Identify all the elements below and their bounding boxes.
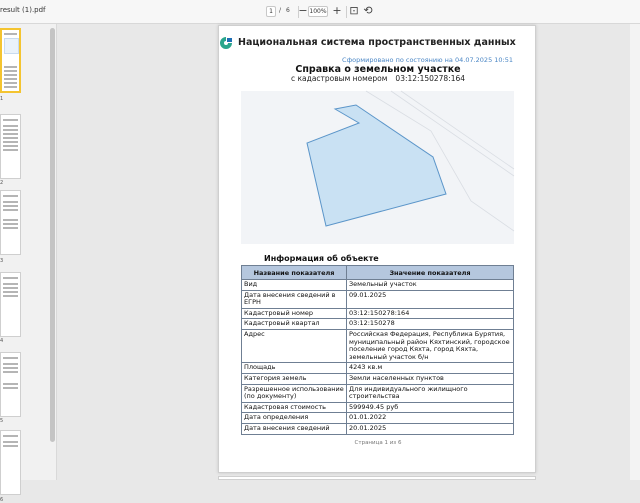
thumbnail-line bbox=[3, 145, 18, 147]
cadastral-prefix: с кадастровым номером bbox=[291, 74, 388, 83]
document-title: Справка о земельном участке bbox=[295, 64, 461, 75]
thumbnail-line bbox=[3, 141, 18, 143]
page-thumbnail-2[interactable] bbox=[0, 114, 21, 179]
thumbnail-line bbox=[3, 441, 18, 443]
thumbnail-line bbox=[4, 82, 17, 84]
sidebar-scrollbar[interactable] bbox=[50, 28, 55, 442]
table-row bbox=[242, 363, 514, 374]
thumbnail-line bbox=[3, 357, 18, 359]
thumbnail-line bbox=[3, 295, 18, 297]
thumbnail-line bbox=[3, 195, 18, 197]
thumbnail-line bbox=[4, 70, 17, 72]
row-key: Адрес bbox=[242, 329, 347, 362]
file-title: result (1).pdf bbox=[0, 6, 46, 14]
thumbnail-line bbox=[3, 227, 18, 229]
page-total: 6 bbox=[286, 7, 290, 14]
row-key: Дата определения bbox=[242, 413, 347, 424]
thumbnail-line bbox=[3, 137, 18, 139]
thumbnail-line bbox=[3, 125, 18, 127]
table-row bbox=[242, 373, 514, 384]
page-thumbnail-6[interactable] bbox=[0, 430, 21, 495]
table-row bbox=[242, 308, 514, 319]
thumbnail-number: 6 bbox=[0, 497, 4, 503]
row-value: 09.01.2025 bbox=[347, 290, 514, 308]
thumbnail-line bbox=[3, 367, 18, 369]
thumbnail-number: 5 bbox=[0, 418, 4, 424]
pdf-page bbox=[218, 25, 536, 473]
zoom-level-input[interactable]: 100% bbox=[309, 8, 327, 15]
column-header-name: Название показателя bbox=[242, 266, 347, 280]
row-key: Кадастровая стоимость bbox=[242, 402, 347, 413]
info-heading: Информация об объекте bbox=[264, 254, 379, 263]
table-row bbox=[242, 402, 514, 413]
row-value: 599949.45 руб bbox=[347, 402, 514, 413]
row-key: Дата внесения сведений в ЕГРН bbox=[242, 290, 347, 308]
page-separator: / bbox=[279, 7, 282, 14]
page-thumbnail-3[interactable] bbox=[0, 190, 21, 255]
fit-page-icon[interactable]: ⊡ bbox=[349, 4, 359, 17]
zoom-out-button[interactable]: − bbox=[298, 4, 308, 17]
thumbnail-number: 1 bbox=[0, 96, 4, 102]
thumbnail-line bbox=[3, 209, 18, 211]
page-thumbnail-5[interactable] bbox=[0, 352, 21, 417]
rotate-icon[interactable]: ⟲ bbox=[363, 4, 373, 17]
page-number-input[interactable]: 1 bbox=[266, 6, 276, 17]
thumbnail-sidebar bbox=[0, 24, 57, 503]
table-row bbox=[242, 384, 514, 402]
thumbnail-line bbox=[4, 78, 17, 80]
table-row bbox=[242, 319, 514, 330]
thumbnail-line bbox=[3, 133, 18, 135]
table-header-row bbox=[242, 266, 514, 280]
row-key: Кадастровый квартал bbox=[242, 319, 347, 330]
thumbnail-line bbox=[3, 287, 18, 289]
table-row bbox=[242, 423, 514, 434]
thumbnail-line bbox=[3, 119, 18, 121]
cadastral-line bbox=[291, 74, 465, 83]
zoom-in-button[interactable]: + bbox=[332, 4, 342, 17]
thumbnail-line bbox=[3, 371, 18, 373]
row-value: Для индивидуального жилищного строительства bbox=[347, 384, 514, 402]
row-key: Категория земель bbox=[242, 373, 347, 384]
thumbnail-line bbox=[3, 129, 18, 131]
row-key: Разрешенное использование (по документу) bbox=[242, 384, 347, 402]
parcel-polygon bbox=[307, 105, 446, 226]
thumbnail-line bbox=[3, 201, 18, 203]
main-scrollbar[interactable] bbox=[630, 24, 640, 480]
row-value: 03:12:150278:164 bbox=[347, 308, 514, 319]
thumbnail-line bbox=[3, 387, 18, 389]
row-value: Российская Федерация, Республика Бурятия, муниципальный район Кяхтинский, городское поселение город Кяхта, город Кяхта, земельный участок б/н bbox=[347, 329, 514, 362]
thumbnail-line bbox=[3, 291, 18, 293]
parcel-map-graphic bbox=[241, 91, 514, 244]
toolbar bbox=[0, 0, 640, 24]
thumbnail-line bbox=[3, 445, 18, 447]
org-title: Национальная система пространственных данных bbox=[238, 37, 516, 48]
thumbnail-line bbox=[3, 205, 18, 207]
thumbnail-line bbox=[4, 33, 17, 35]
thumbnail-line bbox=[3, 363, 18, 365]
page-thumbnail-4[interactable] bbox=[0, 272, 21, 337]
column-header-value: Значение показателя bbox=[347, 266, 514, 280]
nspd-logo-icon bbox=[219, 36, 233, 50]
page-thumbnail-1[interactable] bbox=[0, 28, 21, 93]
table-row bbox=[242, 290, 514, 308]
thumbnail-line bbox=[3, 223, 18, 225]
next-page-edge bbox=[218, 476, 536, 480]
row-value: 4243 кв.м bbox=[347, 363, 514, 374]
row-value: Земельный участок bbox=[347, 280, 514, 291]
object-info-table bbox=[241, 265, 514, 435]
thumbnail-number: 2 bbox=[0, 180, 4, 186]
row-key: Кадастровый номер bbox=[242, 308, 347, 319]
table-row bbox=[242, 413, 514, 424]
thumbnail-line bbox=[3, 149, 18, 151]
row-value: 20.01.2025 bbox=[347, 423, 514, 434]
row-key: Площадь bbox=[242, 363, 347, 374]
thumbnail-line bbox=[3, 219, 18, 221]
table-row bbox=[242, 329, 514, 362]
row-key: Дата внесения сведений bbox=[242, 423, 347, 434]
thumbnail-line bbox=[3, 277, 18, 279]
row-value: 01.01.2022 bbox=[347, 413, 514, 424]
page-footer: Страница 1 из 6 bbox=[354, 440, 402, 446]
thumbnail-map bbox=[4, 38, 19, 54]
thumbnail-line bbox=[3, 383, 18, 385]
thumbnail-line bbox=[3, 283, 18, 285]
thumbnail-line bbox=[4, 66, 17, 68]
thumbnail-line bbox=[3, 435, 18, 437]
cadastral-number: 03:12:150278:164 bbox=[395, 74, 466, 83]
row-key: Вид bbox=[242, 280, 347, 291]
thumbnail-line bbox=[4, 86, 17, 88]
row-value: Земли населенных пунктов bbox=[347, 373, 514, 384]
formed-timestamp: Сформировано по состоянию на 04.07.2025 10:51 bbox=[342, 56, 513, 64]
parcel-map bbox=[241, 91, 514, 244]
thumbnail-number: 4 bbox=[0, 338, 4, 344]
row-value: 03:12:150278 bbox=[347, 319, 514, 330]
thumbnail-number: 3 bbox=[0, 258, 4, 264]
table-row bbox=[242, 280, 514, 291]
thumbnail-line bbox=[4, 74, 17, 76]
